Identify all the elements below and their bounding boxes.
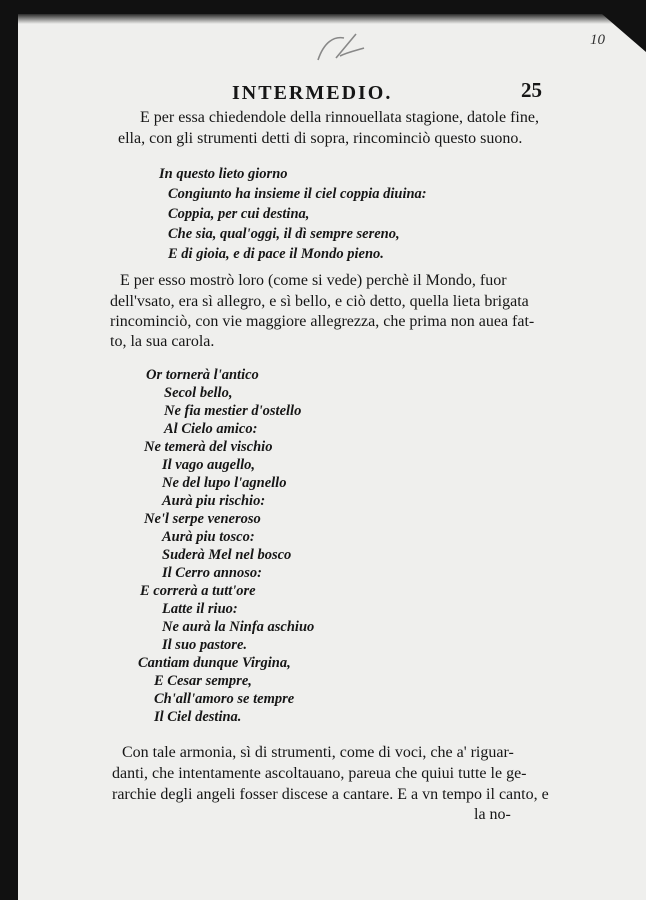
verse-line: E di gioia, e di pace il Mondo pieno. — [168, 246, 384, 262]
verse-line: Cantiam dunque Virgina, — [138, 655, 291, 671]
verse-line: Ne'l serpe veneroso — [144, 511, 261, 527]
book-page — [18, 14, 646, 900]
catchword: la no- — [474, 806, 511, 823]
folio-number: 25 — [521, 78, 542, 102]
prose-line: rarchie degli angeli fosser discese a cantare. E a vn tempo il canto, e — [112, 786, 549, 803]
prose-line: E per esso mostrò loro (come si vede) perchè il Mondo, fuor — [120, 272, 507, 289]
verse-line: Latte il riuo: — [162, 601, 238, 617]
verse-line: Aurà piu tosco: — [162, 529, 255, 545]
verse-line: In questo lieto giorno — [159, 166, 288, 182]
prose-line: to, la sua carola. — [110, 333, 215, 350]
prose-line: E per essa chiedendole della rinnouellata stagione, datole fine, — [140, 109, 539, 126]
verse-line: Congiunto ha insieme il ciel coppia diuina: — [168, 186, 427, 202]
verse-line: Secol bello, — [164, 385, 233, 401]
verse-line: Che sia, qual'oggi, il dì sempre sereno, — [168, 226, 400, 242]
verse-line: Ne fia mestier d'ostello — [164, 403, 302, 419]
verse-line: Or tornerà l'antico — [146, 367, 259, 383]
prose-line: rincominciò, con vie maggiore allegrezza, che prima non auea fat- — [110, 313, 535, 330]
pencil-mark-graphic — [314, 28, 366, 68]
corner-page-number: 10 — [590, 32, 605, 48]
page-corner — [602, 14, 646, 52]
running-head: INTERMEDIO. — [232, 82, 393, 104]
verse-line: Suderà Mel nel bosco — [162, 547, 292, 563]
prose-line: danti, che intentamente ascoltauano, pareua che quiui tutte le ge- — [112, 765, 527, 782]
verse-line: E Cesar sempre, — [154, 673, 252, 689]
verse-line: Ne del lupo l'agnello — [162, 475, 287, 491]
verse-line: Ne temerà del vischio — [144, 439, 273, 455]
prose-line: ella, con gli strumenti detti di sopra, rincominciò questo suono. — [118, 130, 523, 147]
verse-line: Il Ciel destina. — [154, 709, 242, 725]
verse-line: Aurà piu rischio: — [162, 493, 266, 509]
page-top-shadow — [18, 14, 646, 24]
prose-line: Con tale armonia, sì di strumenti, come di voci, che a' riguar- — [122, 744, 514, 761]
verse-line: Il vago augello, — [162, 457, 256, 473]
verse-line: E correrà a tutt'ore — [140, 583, 256, 599]
prose-line: dell'vsato, era sì allegro, e sì bello, e ciò detto, quella lieta brigata — [110, 293, 529, 310]
verse-line: Ne aurà la Ninfa aschiuo — [162, 619, 315, 635]
verse-line: Ch'all'amoro se tempre — [154, 691, 295, 707]
verse-line: Al Cielo amico: — [164, 421, 258, 437]
verse-line: Il suo pastore. — [162, 637, 248, 653]
verse-line: Coppia, per cui destina, — [168, 206, 310, 222]
verse-line: Il Cerro annoso: — [162, 565, 262, 581]
